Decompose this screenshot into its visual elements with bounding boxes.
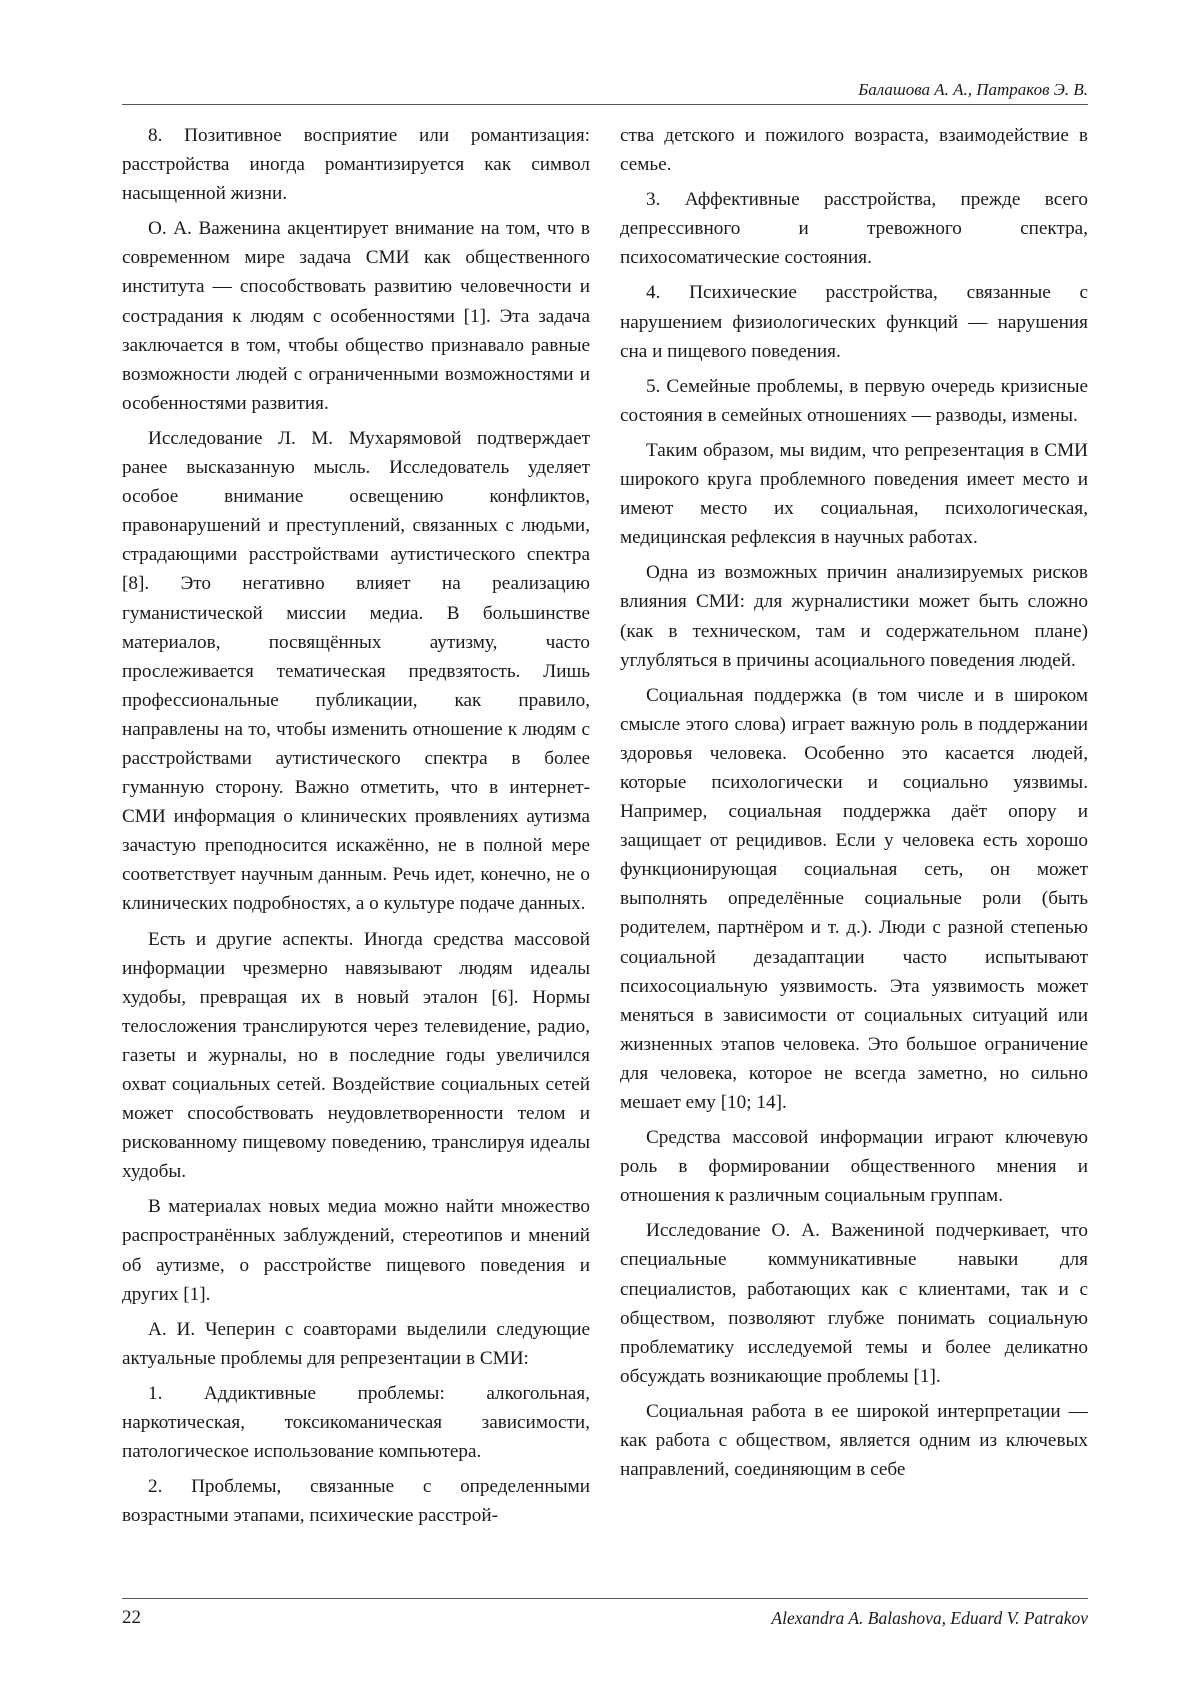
- paragraph: В материалах новых медиа можно найти множество распространённых заблуждений, стереотипов и мнений об аутизме, о расстройстве пищевого поведения и других [1].: [122, 1196, 590, 1305]
- paragraph-continuation: ства детского и пожилого возраста, взаимодействие в семье.: [620, 125, 1088, 176]
- paragraph: Исследование О. А. Важениной подчеркивает, что специальные коммуникативные навыки для специалистов, работающих как с клиентами, так и с обществом, позволяют глубже понимать социальную проблематику исследуемой темы и более деликатно обсуждать возникающие проблемы [1].: [620, 1220, 1088, 1387]
- running-header: [122, 80, 1088, 105]
- paragraph: Одна из возможных причин анализируемых рисков влияния СМИ: для журналистики может быть сложно (как в техническом, там и содержательном плане) углубляться в причины асоциального поведения людей.: [620, 562, 1088, 671]
- header-authors: Балашова А. А., Патраков Э. В.: [858, 80, 1088, 99]
- two-column-body: [122, 121, 1088, 1589]
- paragraph: 8. Позитивное восприятие или романтизация: расстройства иногда романтизируется как символ насыщенной жизни.: [122, 125, 590, 205]
- list-item: 3. Аффективные расстройства, прежде всего депрессивного и тревожного спектра, психосоматические состояния.: [620, 189, 1088, 269]
- list-item: 2. Проблемы, связанные с определенными возрастными этапами, психические расстрой-: [122, 1476, 590, 1527]
- paragraph: А. И. Чеперин с соавторами выделили следующие актуальные проблемы для репрезентации в СМИ:: [122, 1318, 590, 1369]
- paragraph: Исследование Л. М. Мухарямовой подтверждает ранее высказанную мысль. Исследователь уделяет особое внимание освещению конфликтов, правонарушений и преступлений, связанных с людьми, страдающими расстройствами аутистического спектра [8]. Это негативно влияет на реализацию гуманистической миссии медиа. В большинстве материалов, посвящённых аутизму, часто прослеживается тематическая предвзятость. Лишь профессиональные публикации, как правило, направлены на то, чтобы изменить отношение к людям с расстройствами аутистического спектра в более гуманную сторону. Важно отметить, что в интернет-СМИ информация о клинических проявлениях аутизма зачастую преподносится искажённо, не в полной мере соответствует научным данным. Речь идет, конечно, не о клинических подробностях, а о культуре подаче данных.: [122, 427, 590, 915]
- left-column: [122, 121, 590, 1536]
- paragraph: Средства массовой информации играют ключевую роль в формировании общественного мнения и отношения к различным социальным группам.: [620, 1127, 1088, 1207]
- paragraph: Есть и другие аспекты. Иногда средства массовой информации чрезмерно навязывают людям идеалы худобы, превращая их в новый эталон [6]. Нормы телосложения транслируются через телевидение, радио, газеты и журналы, но в последние годы увеличился охват социальных сетей. Воздействие социальных сетей может способствовать неудовлетворенности телом и рискованному пищевому поведению, транслируя идеалы худобы.: [122, 928, 590, 1183]
- list-item: 4. Психические расстройства, связанные с нарушением физиологических функций — нарушения сна и пищевого поведения.: [620, 282, 1088, 362]
- list-item: 5. Семейные проблемы, в первую очередь кризисные состояния в семейных отношениях — разводы, измены.: [620, 375, 1088, 426]
- running-footer: [122, 1598, 1088, 1631]
- list-item: 1. Аддиктивные проблемы: алкогольная, наркотическая, токсикоманическая зависимости, патологическое использование компьютера.: [122, 1382, 590, 1463]
- paragraph: О. А. Важенина акцентирует внимание на том, что в современном мире задача СМИ как общественного института — способствовать развитию человечности и сострадания к людям с особенностями [1]. Эта задача заключается в том, чтобы общество признавало равные возможности людей с ограниченными возможностями и особенностями развития.: [122, 218, 590, 414]
- paragraph: Таким образом, мы видим, что репрезентация в СМИ широкого круга проблемного поведения имеет место и имеют место их социальная, психологическая, медицинская рефлексия в научных работах.: [620, 439, 1088, 549]
- right-column: [620, 121, 1088, 1490]
- footer-authors: Alexandra A. Balashova, Eduard V. Patrakov: [771, 1608, 1088, 1628]
- paragraph: Социальная поддержка (в том числе и в широком смысле этого слова) играет важную роль в поддержании здоровья человека. Особенно это касается людей, которые психологически и социально уязвимы. Например, социальная поддержка даёт опору и защищает от рецидивов. Если у человека есть хорошо функционирующая социальная сеть, он может выполнять определённые социальные роли (быть родителем, партнёром и т. д.). Люди с разной степенью социальной дезадаптации часто испытывают психосоциальную уязвимость. Эта уязвимость может меняться в зависимости от социальных ситуаций или жизненных этапов человека. Это большое ограничение для человека, которое не всегда заметно, но сильно мешает ему [10; 14].: [620, 684, 1088, 1113]
- paragraph: Социальная работа в ее широкой интерпретации — как работа с обществом, является одним из ключевых направлений, соединяющим в себе: [620, 1400, 1088, 1481]
- page-number: 22: [122, 1607, 141, 1628]
